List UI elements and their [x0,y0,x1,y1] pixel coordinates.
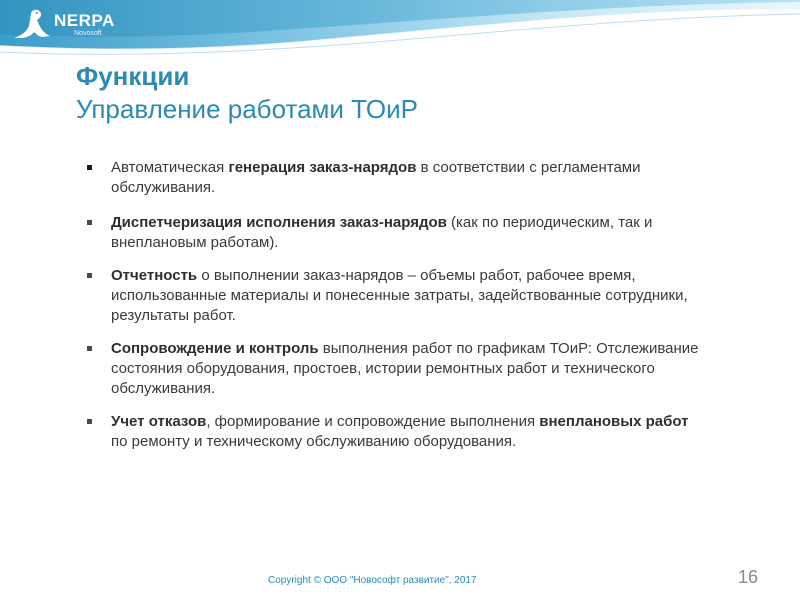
bullet-list [86,158,706,465]
brand-name: NERPA [54,11,115,30]
bullet-text: по ремонту и техническому обслуживанию оборудования. [111,433,517,450]
bullet-bold-text: генерация заказ-нарядов [228,159,417,176]
bullet-bold-text: Диспетчеризация исполнения заказ-нарядов [111,214,447,231]
bullet-text: , формирование и сопровождение выполнения [206,413,540,430]
bullet-item [86,158,706,198]
bullet-text: выполнения работ по графикам ТОиР: Отслеживание состояния оборудования, простоев, истории ремонтных работ и технического обслуживания. [111,340,699,397]
bullet-text: Автоматическая [111,159,229,176]
bullet-square-icon [87,346,92,351]
bullet-text: в соответствии с регламентами обслуживания. [111,159,641,196]
bullet-square-icon [87,419,92,424]
bullet-item [86,266,706,326]
bullet-bold-text: Отчетность [111,267,198,284]
bullet-item [86,213,706,253]
seal-logo-icon [12,6,52,42]
footer-copyright: Copyright © ООО "Новософт развитие", 2017 [268,575,477,586]
brand-subname: Novosoft [74,30,102,37]
bullet-bold-text: Сопровождение и контроль [111,340,319,357]
bullet-square-icon [87,273,92,278]
slide-title: Функции [76,61,190,91]
page-number: 16 [738,567,759,587]
bullet-bold-text: внеплановых работ [539,413,689,430]
brand-logo[interactable] [12,6,115,42]
bullet-item [86,339,706,399]
bullet-text: (как по периодическим, так и внеплановым работам). [111,214,653,251]
bullet-bold-text: Учет отказов [111,413,207,430]
slide-subtitle: Управление работами ТОиР [76,94,418,124]
bullet-text: о выполнении заказ-нарядов – объемы работ, рабочее время, использованные материалы и понесенные затраты, задействованные сотрудники, результаты работ. [111,267,688,324]
slide-title-block [76,60,418,126]
header-wave-band [0,0,800,60]
bullet-item [86,412,706,452]
bullet-square-icon [87,165,92,170]
bullet-square-icon [87,220,92,225]
